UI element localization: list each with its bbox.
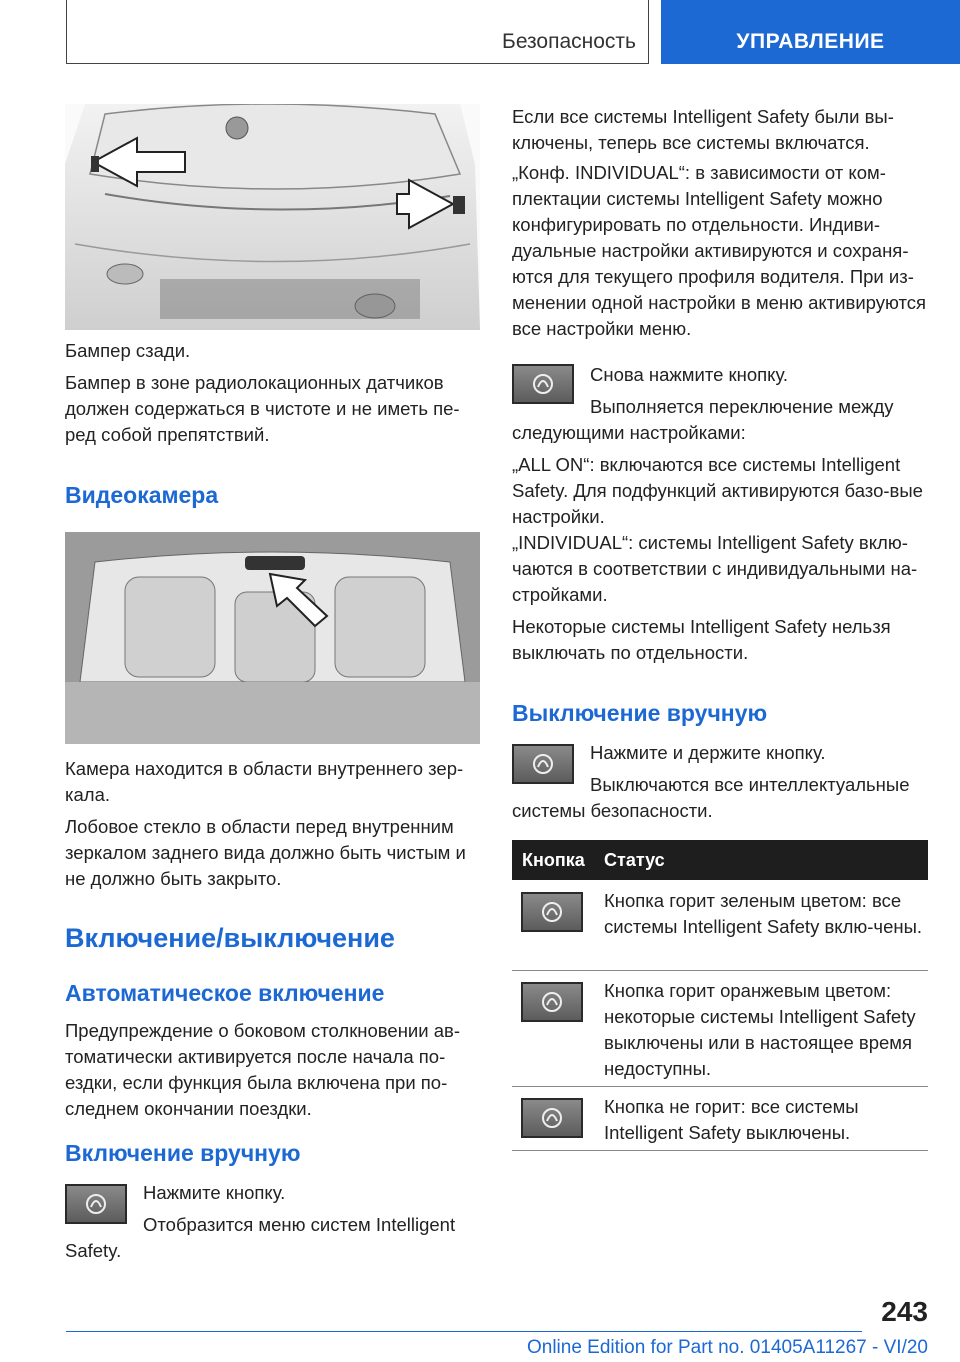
rear-bumper-illustration — [65, 104, 480, 330]
page-number: 243 — [881, 1296, 928, 1327]
step-press-again-result: Выполняется переключение между следующими настройками: — [512, 396, 894, 443]
paragraph-individual-mode: „INDIVIDUAL“: системы Intelligent Safety вклю-чаются в соответствии с индивидуальными на-стройками. — [512, 532, 918, 605]
status-text: Кнопка горит оранжевым цветом: некоторые системы Intelligent Safety выключены или в настоящее время недоступны. — [604, 980, 916, 1079]
paragraph-all-on: „ALL ON“: включаются все системы Intelligent Safety. Для подфункций активируются базо-вые настройки. — [512, 454, 923, 527]
column-header-button: Кнопка — [522, 850, 585, 870]
heading-auto-on: Автоматическое включение — [65, 980, 385, 1006]
manual-on-result: Отобразится меню систем Intelligent Safety. — [65, 1214, 456, 1261]
edition-link[interactable]: Online Edition for Part no. 01405A11267 - VI/20 — [526, 1337, 928, 1358]
table-header — [512, 840, 928, 880]
chapter-title: УПРАВЛЕНИЕ — [736, 30, 885, 53]
chapter-tab — [661, 0, 960, 64]
manual-off-result: Выключаются все интеллектуальные системы безопасности. — [512, 774, 910, 821]
step-press-again: Снова нажмите кнопку. — [590, 364, 788, 385]
section-title: Безопасность — [502, 30, 636, 53]
intelligent-safety-button-icon — [521, 982, 583, 1022]
status-text: Кнопка горит зеленым цветом: все системы Intelligent Safety вклю-чены. — [604, 890, 923, 937]
camera-illustration — [65, 532, 480, 744]
paragraph-some-cannot: Некоторые системы Intelligent Safety нельзя выключать по отдельности. — [512, 616, 891, 663]
caption-bumper: Бампер сзади. — [65, 340, 191, 361]
status-text: Кнопка не горит: все системы Intelligent Safety выключены. — [604, 1096, 859, 1143]
table-row — [512, 880, 928, 971]
heading-manual-off: Выключение вручную — [512, 700, 768, 726]
intelligent-safety-button-icon — [521, 1098, 583, 1138]
paragraph-all-off: Если все системы Intelligent Safety были вы-ключены, теперь все системы включатся. — [512, 106, 894, 153]
table-row — [512, 1086, 928, 1151]
table-row — [512, 970, 928, 1087]
heading-manual-on: Включение вручную — [65, 1140, 301, 1166]
paragraph-windshield: Лобовое стекло в области перед внутренним зеркалом заднего вида должно быть чистым и не должно быть закрыто. — [65, 816, 466, 889]
heading-on-off: Включение/выключение — [65, 923, 395, 953]
paragraph-auto-on: Предупреждение о боковом столкновении ав-томатически активируется после начала по-ездки, если функция была включена при по-следнем окончании поездки. — [65, 1020, 461, 1119]
manual-on-step: Нажмите кнопку. — [143, 1182, 286, 1203]
paragraph-bumper: Бампер в зоне радиолокационных датчиков должен содержаться в чистоте и не иметь пе-ред собой препятствий. — [65, 372, 460, 445]
heading-camera: Видеокамера — [65, 482, 219, 508]
caption-camera: Камера находится в области внутреннего зер-кала. — [65, 758, 464, 805]
footer-rule — [66, 1331, 862, 1332]
paragraph-individual-config: „Конф. INDIVIDUAL“: в зависимости от ком-плектации системы Intelligent Safety можно конфигурировать по отдельности. Индиви-дуальные настройки активируются и сохраня-ются для текущего профиля водителя. При из-менении одной настройки в меню активируются все настройки меню. — [512, 162, 927, 339]
intelligent-safety-button-icon — [521, 892, 583, 932]
column-header-status: Статус — [604, 850, 665, 870]
manual-off-step: Нажмите и держите кнопку. — [590, 742, 826, 763]
